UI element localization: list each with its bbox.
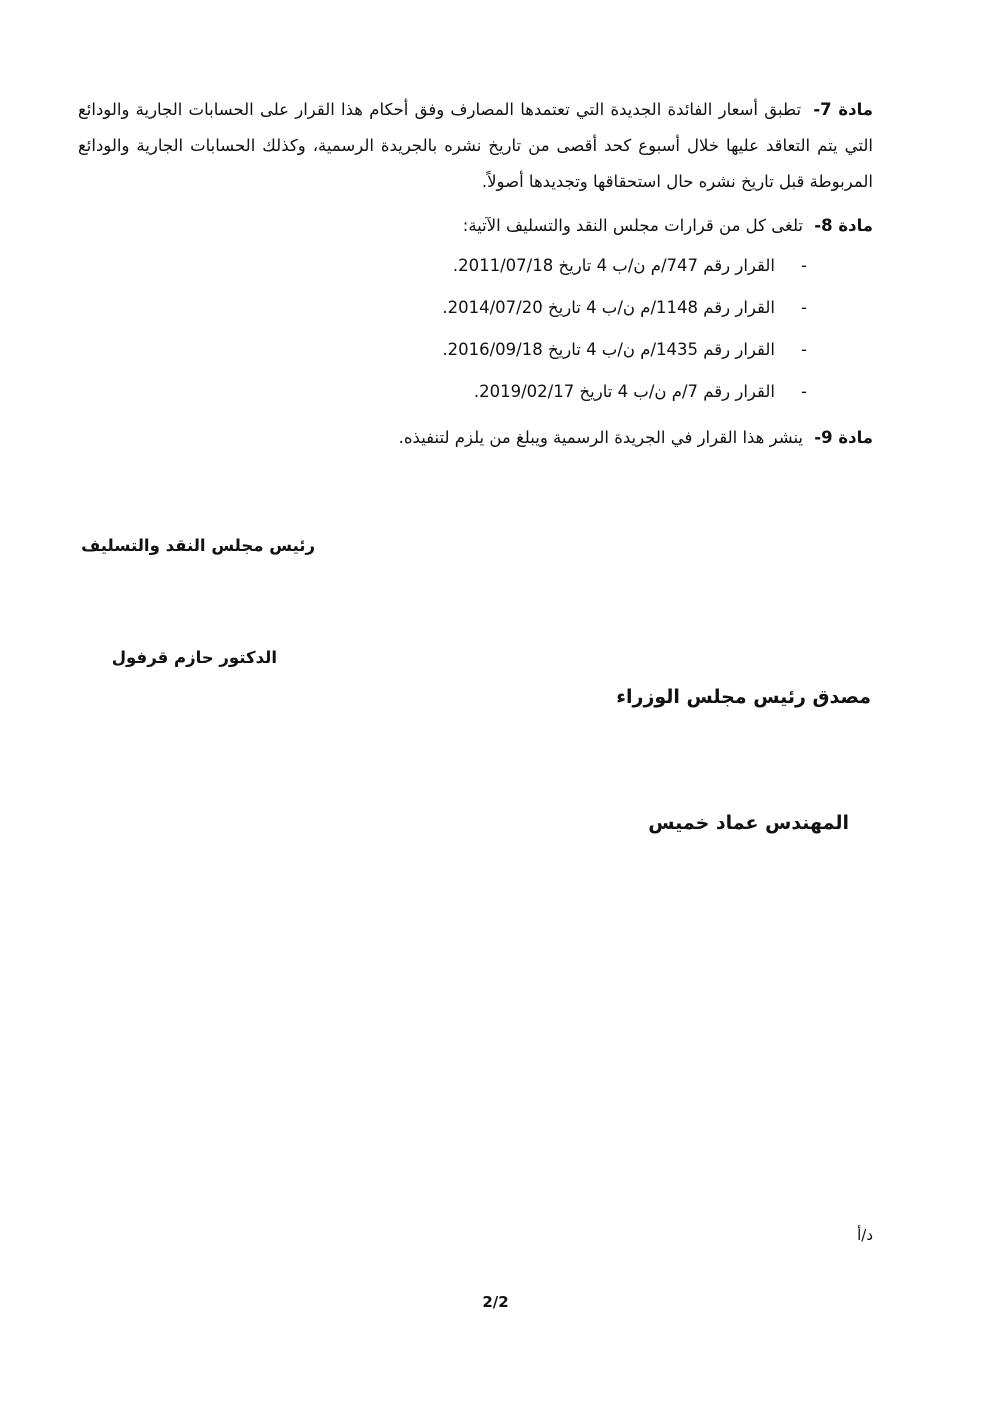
reference-code: د/أ [857, 1226, 873, 1244]
article-8-heading: مادة 8- [814, 216, 873, 235]
article-7-text: تطبق أسعار الفائدة الجديدة التي تعتمدها المصارف وفق أحكام هذا القرار على الحسابات الجارية والودائع التي يتم التعاقد عليها خلال أسبوع كحد أقصى من تاريخ نشره بالجريدة الرسمية، وكذلك الحسابات الجارية والودائع المربوطة قبل تاريخ نشره حال استحقاقها وتجديدها أصولاً. [78, 100, 873, 191]
list-bullet: - [801, 340, 807, 359]
list-item-text: القرار رقم 1435/م ن/ب 4 تاريخ 2016/09/18. [442, 340, 775, 359]
list-item [373, 380, 873, 404]
list-item [373, 296, 873, 320]
article-8-text: تلغى كل من قرارات مجلس النقد والتسليف الآتية: [462, 216, 804, 235]
council-president-title: رئيس مجلس النقد والتسليف [81, 536, 315, 555]
article-9-text: ينشر هذا القرار في الجريدة الرسمية ويبلغ من يلزم لتنفيذه. [398, 428, 804, 447]
prime-minister-title: مصدق رئيس مجلس الوزراء [616, 686, 871, 708]
list-item [373, 254, 873, 278]
list-item-text: القرار رقم 1148/م ن/ب 4 تاريخ 2014/07/20. [442, 298, 775, 317]
article-8 [78, 208, 873, 244]
page-number: 2/2 [482, 1293, 509, 1311]
council-president-name: الدكتور حازم قرفول [111, 648, 277, 667]
prime-minister-name: المهندس عماد خميس [648, 812, 849, 834]
list-bullet: - [801, 256, 807, 275]
article-9-heading: مادة 9- [814, 428, 873, 447]
list-bullet: - [801, 298, 807, 317]
article-7-heading: مادة 7- [813, 100, 873, 119]
list-item-text: القرار رقم 747/م ن/ب 4 تاريخ 2011/07/18. [452, 256, 775, 275]
list-item [373, 338, 873, 362]
article-7 [78, 92, 873, 200]
list-item-text: القرار رقم 7/م ن/ب 4 تاريخ 2019/02/17. [473, 382, 775, 401]
article-9 [78, 420, 873, 456]
list-bullet: - [801, 382, 807, 401]
